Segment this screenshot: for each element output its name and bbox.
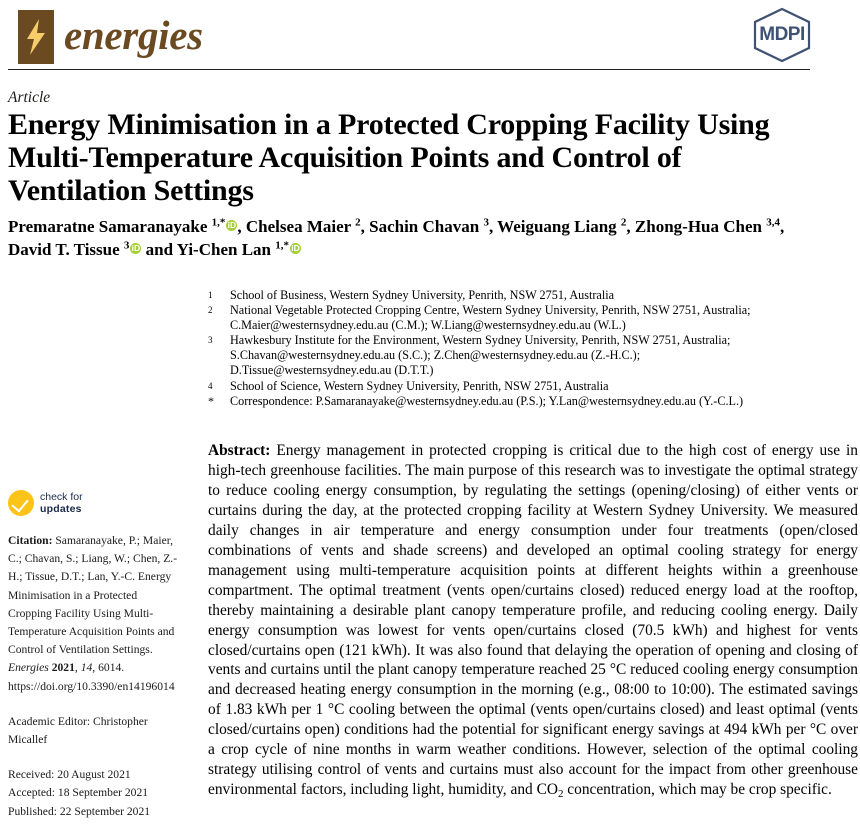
author-separator: and Yi-Chen Lan (141, 240, 276, 259)
academic-editor-name: Micallef (8, 733, 48, 747)
affiliation-email-line[interactable]: D.Tissue@westernsydney.edu.au (D.T.T.) (230, 363, 434, 378)
cfu-line-1: check for (40, 491, 83, 503)
title-line-2: Multi-Temperature Acquisition Points and Control of (8, 141, 682, 174)
author-separator: , Chelsea Maier (237, 217, 356, 236)
author-separator: , Weiguang Liang (488, 217, 621, 236)
citation-line: Tissue, D.T.; Lan, Y.-C. Energy (25, 570, 172, 584)
academic-editor-block (8, 713, 178, 749)
citation-year: 2021 (51, 661, 75, 675)
lightning-bolt-icon (25, 18, 47, 56)
masthead (0, 0, 860, 72)
publication-dates-block (8, 766, 178, 821)
cfu-line-2: updates (40, 503, 82, 515)
citation-block: Citation: Samaranayake, P.; Maier, C.; Chavan, S.; Liang, W.; Chen, Z.-H.; Tissue, D.T.; Lan, Y.-C. Energy Minimisation in a Protected Cropping Facility Using Multi-Temperature Acquisition Points and Control of Ventilation Settings. Energies 2021, 14, 6014. https://doi.org/10.3390/en14196014 (8, 534, 178, 693)
masthead-divider (8, 69, 810, 70)
citation-line: Ventilation Settings. (58, 643, 153, 657)
affiliation-marker: 3 (208, 335, 213, 346)
accepted-date (8, 784, 178, 802)
journal-logo-mark (18, 10, 54, 64)
sidebar (8, 486, 178, 838)
orcid-icon[interactable]: iD (291, 243, 300, 253)
affiliation-text (230, 379, 860, 394)
author-affil-ref: 1,* (275, 239, 289, 252)
author-list (8, 215, 808, 261)
affiliation-line: School of Science, Western Sydney University, Penrith, NSW 2751, Australia (230, 378, 609, 393)
author-separator: , Zhong-Hua Chen (626, 217, 767, 236)
published-date (8, 803, 178, 821)
author-affil-ref: 2 (355, 216, 361, 229)
affiliation-line: Hawkesbury Institute for the Environment, Western Sydney University, Penrith, NSW 2751, Australia; (230, 333, 731, 348)
academic-editor-name: Christopher (93, 714, 148, 728)
citation-line: C.; Chavan, S.; Liang, W.; Chen, Z.-H.; (8, 552, 178, 584)
check-for-updates-badge[interactable] (8, 486, 178, 520)
affiliation-email-line[interactable]: C.Maier@westernsydney.edu.au (C.M.); W.Liang@westernsydney.edu.au (W.L.) (230, 318, 626, 333)
correspondence-line[interactable]: Correspondence: P.Samaranayake@westernsydney.edu.au (P.S.); Y.Lan@westernsydney.edu.au (Y.-C.L.) (230, 393, 744, 408)
page-title (8, 108, 798, 207)
affiliation-marker: 1 (208, 290, 213, 300)
article-type-label: Article (8, 89, 51, 106)
affiliation-item-correspondence (208, 394, 860, 409)
citation-line: Facility Using Multi-Temperature (8, 606, 154, 639)
received-value: 20 August 2021 (57, 768, 131, 782)
abstract-section (208, 441, 858, 805)
citation-label: Citation: (8, 534, 53, 547)
author-affil-ref: 3 (123, 239, 130, 252)
accepted-label: Accepted: (8, 786, 55, 800)
affiliation-list (208, 288, 860, 409)
affiliation-text (230, 288, 860, 303)
abstract-co2-subscript: 2 (557, 788, 564, 801)
received-label: Received: (8, 768, 55, 782)
citation-line: Samaranayake, P.; Maier, (55, 534, 174, 547)
author-separator: , Sachin Chavan (360, 217, 484, 236)
affiliation-marker: * (208, 393, 214, 408)
academic-editor-label: Academic Editor: (8, 714, 91, 728)
title-line-1: Energy Minimisation in a Protected Cropping Facility Using (8, 108, 770, 141)
author-affil-ref: 3 (483, 216, 489, 229)
affiliation-item (208, 303, 860, 333)
abstract-label: Abstract: (208, 442, 271, 459)
affiliation-text (230, 333, 860, 378)
title-line-3: Ventilation Settings (8, 174, 254, 207)
check-for-updates-label (40, 491, 83, 515)
affiliation-item (208, 288, 860, 303)
affiliation-email-line[interactable]: S.Chavan@westernsydney.edu.au (S.C.); Z.Chen@westernsydney.edu.au (Z.-H.C.); (230, 348, 641, 363)
citation-doi-line-1[interactable]: https://doi.org/10.3390/ (8, 679, 118, 693)
affiliation-text (230, 303, 860, 333)
published-value: 22 September 2021 (59, 804, 151, 818)
author-affil-ref: 1,* (211, 216, 226, 229)
check-circle-icon (8, 490, 34, 516)
affiliation-marker: 2 (208, 305, 213, 316)
mdpi-logo (750, 6, 814, 64)
published-label: Published: (8, 804, 57, 818)
orcid-icon[interactable]: iD (131, 243, 141, 253)
orcid-icon[interactable]: iD (227, 220, 237, 230)
received-date (8, 766, 178, 784)
abstract-body-tail: concentration, which may be crop specific. (563, 781, 832, 799)
affiliation-line: School of Business, Western Sydney University, Penrith, NSW 2751, Australia (230, 288, 615, 302)
affiliation-item (208, 333, 860, 378)
author-separator: , (779, 217, 785, 236)
accepted-value: 18 September 2021 (57, 786, 149, 800)
citation-line: Minimisation in a Protected Cropping (8, 588, 138, 620)
abstract-body: Energy management in protected cropping is critical due to the high cost of energy use in high-tech greenhouse facilities. The main purpose of this research was to investigate the optimal strategy to reduce cooling energy consumption, by regulating the settings (opening/closing) of either vents or curtains during the day, at the protected cropping facility at Western Sydney University. We measured daily changes in air temperature and energy consumption under four treatments (open/closed combinations of vents and shade screens) and developed an optimal cooling strategy for energy management using multi-temperature acquisition points at different heights within a greenhouse compartment. The optimal treatment (vents open/curtains closed) reduced energy load at the rooftop, thereby maintaining a desirable plant canopy temperature profile, and reducing cooling energy. Daily energy consumption was lowest for vents open/curtains closed (70.5 kWh) and highest for vents closed/curtains open (121 kWh). It was also found that delaying the operation of opening and closing of vents and curtains until the plant canopy temperature reached 25 °C reduced cooling energy consumption and decreased heating energy consumption in the morning (e.g., 08:00 to 10:00). The estimated savings of 1.83 kWh per 1 °C cooling between the optimal (vents open/curtains closed) and least optimal (vents closed/curtains open) conditions had the potential for significant energy savings at 494 kWh per °C over a crop cycle of nine months in warm weather conditions. However, selection of the optimal cooling strategy utilising control of vents and curtains must also account for the impact from other greenhouse environmental factors, including light, humidity, and (208, 442, 858, 799)
mdpi-wordmark: MDPI (759, 24, 805, 45)
citation-doi-line-2[interactable]: en14196014 (117, 679, 175, 693)
abstract-co2-prefix: CO (536, 781, 558, 799)
affiliation-line: National Vegetable Protected Cropping Centre, Western Sydney University, Penrith, NSW 2751, Australia; (230, 303, 751, 318)
author-affil-ref: 3,4 (766, 216, 780, 229)
citation-article-number: 6014. (98, 661, 125, 675)
affiliation-marker: 4 (208, 380, 213, 391)
citation-journal: Energies (8, 661, 49, 675)
author-name: David T. Tissue (8, 240, 124, 259)
author-name: Premaratne Samaranayake (8, 217, 212, 236)
affiliation-text (230, 394, 860, 409)
citation-volume: 14 (80, 661, 93, 675)
citation-line: Acquisition Points and Control of (8, 625, 175, 657)
journal-title: energies (64, 12, 203, 58)
author-affil-ref: 2 (620, 216, 627, 229)
affiliation-item (208, 379, 860, 394)
